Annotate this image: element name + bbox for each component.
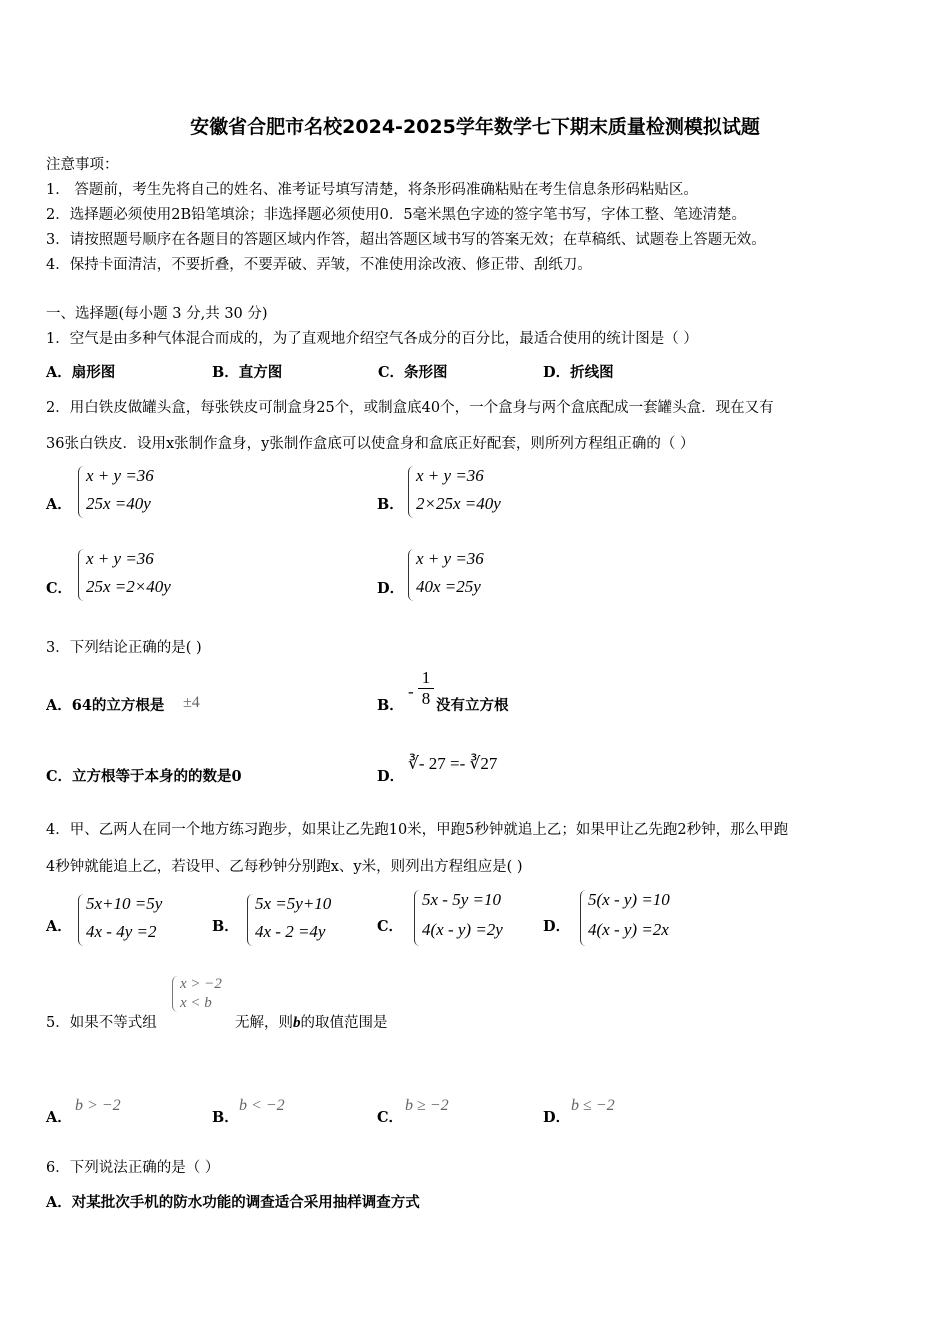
q3-option-b-minus: - [408,682,414,701]
q3-option-d-math: ∛- 27 =- ∛27 [408,754,498,773]
q5-option-c-math: b ≥ −2 [405,1097,449,1114]
notice-item-1: 1． 答题前，考生先将自己的姓名、准考证号填写清楚，将条形码准确粘贴在考生信息条形码粘贴区。 [46,182,698,198]
q4-option-d-system: 5(x - y) =10 4(x - y) =2x [580,890,705,946]
q3-option-d-label: D． [377,768,405,785]
q5-option-b-math: b < −2 [239,1097,285,1114]
q2-option-b-system: x + y =36 2×25x =40y [408,466,538,518]
notice-heading: 注意事项： [46,157,119,173]
q3-option-b-fraction [418,668,434,709]
q4-option-b-label: B． [212,918,239,935]
q2-option-d-system: x + y =36 40x =25y [408,549,528,601]
q4-option-a-label: A． [46,918,72,935]
q4-option-c-system: 5x - 5y =10 4(x - y) =2y [414,890,539,946]
section-heading: 一、选择题(每小题 3 分,共 30 分) [46,306,268,322]
q1-stem: 1．空气是由多种气体混合而成的，为了直观地介绍空气各成分的百分比，最适合使用的统计图是（ ） [46,331,698,347]
notice-item-4: 4．保持卡面清洁，不要折叠，不要弄破、弄皱，不准使用涂改液、修正带、刮纸刀。 [46,257,592,273]
q1-option-d: D．折线图 [543,364,614,381]
q5-stem-pre: 5．如果不等式组 [46,1015,157,1031]
page-title: 安徽省合肥市名校2024-2025学年数学七下期末质量检测模拟试题 [190,116,760,138]
q3-option-c-text: C．立方根等于本身的的数是0 [46,768,242,785]
q4-stem-line2: 4秒钟就能追上乙，若设甲、乙每秒钟分别跑x、y米，则列出方程组应是( ) [46,859,523,875]
q2-option-a-label: A． [46,496,72,513]
q5-option-d-label: D． [543,1109,571,1126]
q5-option-b-label: B． [212,1109,239,1126]
q5-option-d-math: b ≤ −2 [571,1097,615,1114]
q3-option-b-text: 没有立方根 [436,697,509,714]
notice-item-2: 2．选择题必须使用2B铅笔填涂；非选择题必须使用0．5毫米黑色字迹的签字笔书写，字体工整、笔迹清楚。 [46,207,747,223]
q2-option-d-label: D． [377,580,405,597]
brace-icon [580,890,586,946]
q6-stem: 6．下列说法正确的是（ ） [46,1160,220,1176]
fraction-denominator: 8 [418,688,434,709]
q6-option-a: A．对某批次手机的防水功能的调查适合采用抽样调查方式 [46,1194,420,1211]
brace-icon [78,549,84,601]
q5-inequality-system: x > −2 x < b [172,976,242,1012]
q4-option-c-label: C． [377,918,404,935]
q4-stem-line1: 4．甲、乙两人在同一个地方练习跑步，如果让乙先跑10米，甲跑5秒钟就追上乙；如果甲让乙先跑2秒钟，那么甲跑 [46,822,789,838]
q3-option-b-label: B． [377,697,404,714]
brace-icon [414,890,420,946]
q5-option-a-label: A． [46,1109,72,1126]
q5-option-c-label: C． [377,1109,404,1126]
q5-option-a-math: b > −2 [75,1097,121,1114]
q2-stem-line1: 2．用白铁皮做罐头盒，每张铁皮可制盒身25个，或制盒底40个，一个盒身与两个盒底配成一套罐头盒．现在又有 [46,400,774,416]
q2-stem-line2: 36张白铁皮．设用x张制作盒身，y张制作盒底可以使盒身和盒底正好配套，则所列方程组正确的（ ） [46,436,695,452]
brace-icon [172,976,178,1012]
q1-option-a: A．扇形图 [46,364,116,381]
q2-option-c-system: x + y =36 25x =2×40y [78,549,208,601]
q4-option-b-system: 5x =5y+10 4x - 2 =4y [247,894,367,946]
q2-option-a-system: x + y =36 25x =40y [78,466,198,518]
fraction-numerator: 1 [421,668,431,687]
brace-icon [408,549,414,601]
q1-option-b: B．直方图 [212,364,283,381]
brace-icon [247,894,253,946]
q3-option-a-text: A．64的立方根是 [46,697,165,714]
q2-option-b-label: B． [377,496,404,513]
notice-item-3: 3．请按照题号顺序在各题目的答题区域内作答，超出答题区域书写的答案无效；在草稿纸、试题卷上答题无效。 [46,232,766,248]
q1-option-c: C．条形图 [378,364,448,381]
q2-option-c-label: C． [46,580,73,597]
q3-option-a-math: ±4 [183,694,200,711]
brace-icon [408,466,414,518]
q5-stem-post: 无解，则b的取值范围是 [235,1015,388,1031]
q4-option-d-label: D． [543,918,571,935]
brace-icon [78,894,84,946]
q3-stem: 3．下列结论正确的是( ) [46,640,202,656]
q4-option-a-system: 5x+10 =5y 4x - 4y =2 [78,894,198,946]
brace-icon [78,466,84,518]
